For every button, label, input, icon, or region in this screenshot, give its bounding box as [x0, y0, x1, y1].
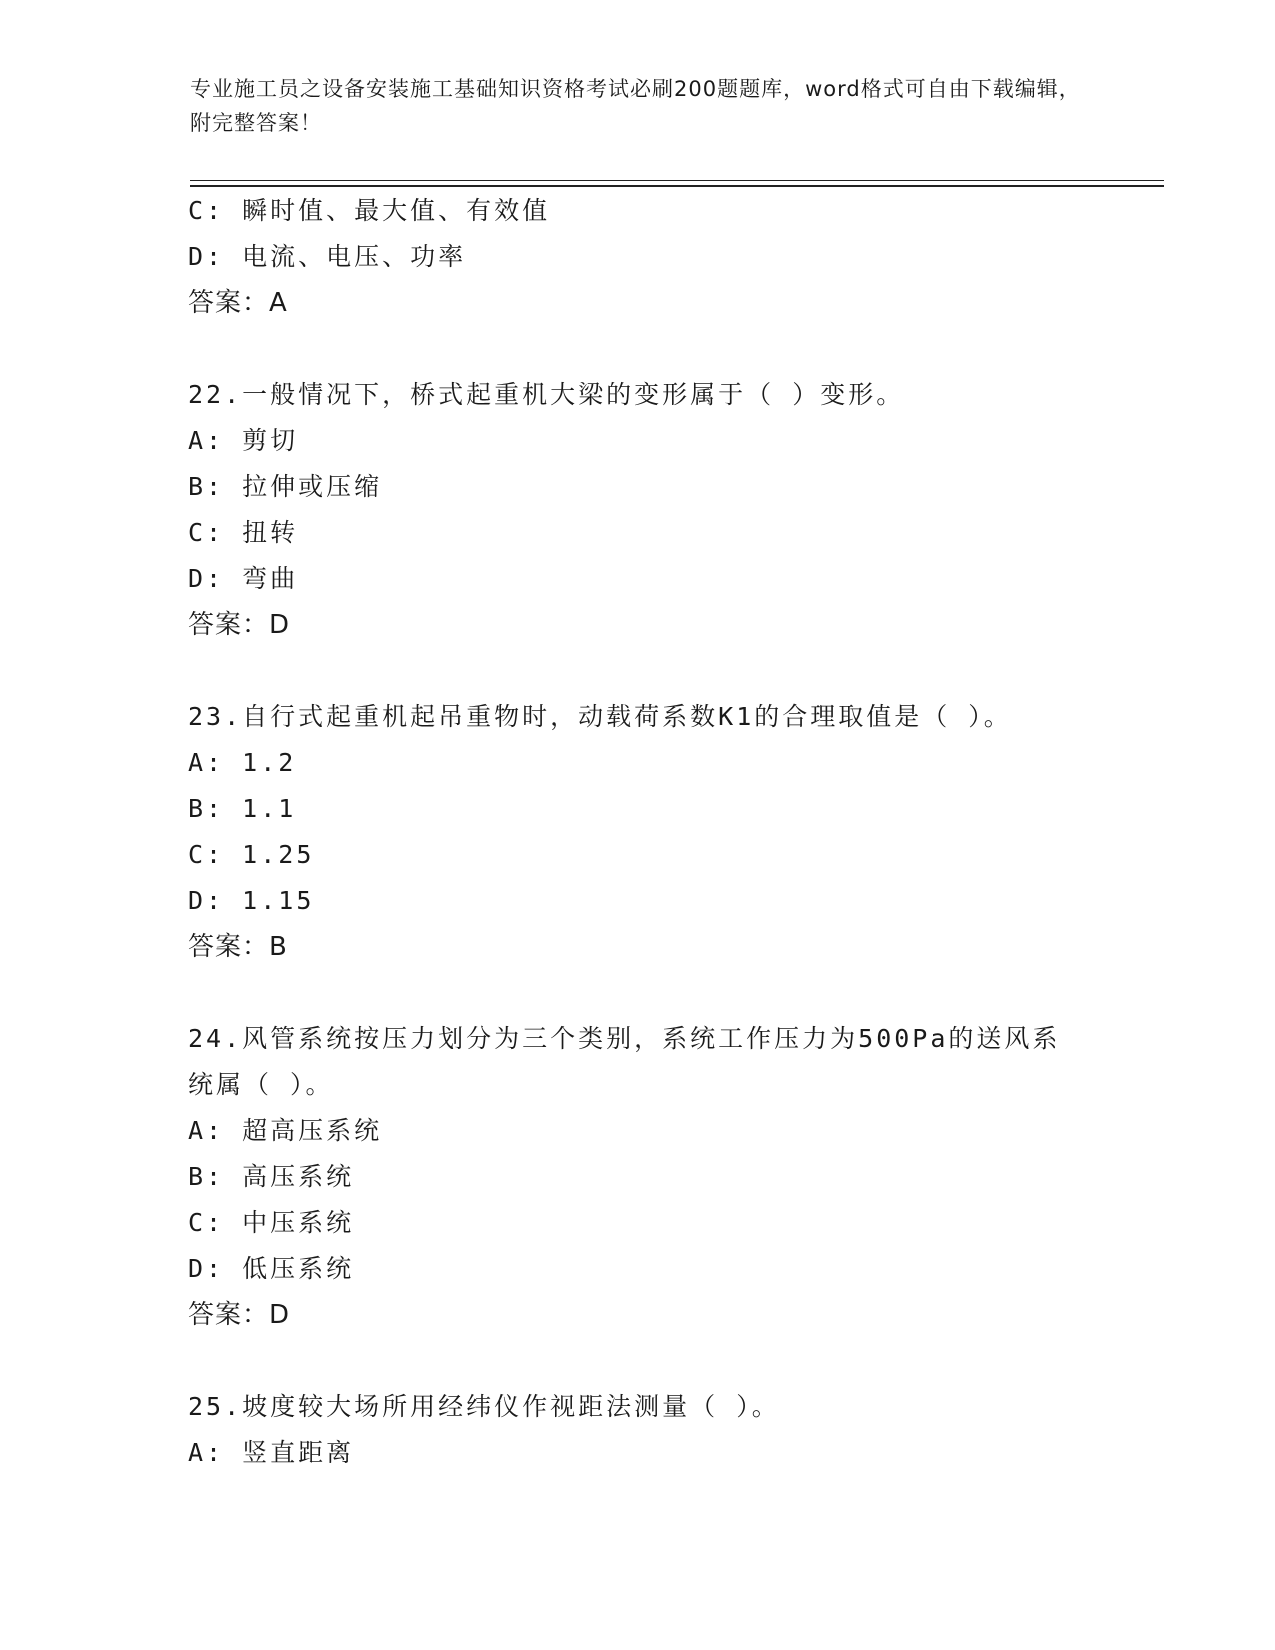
option-line — [188, 188, 1118, 234]
option-text: 中压系统 — [242, 1208, 355, 1237]
option-line — [188, 464, 1118, 510]
option-text: 1.15 — [242, 886, 315, 915]
option-line — [188, 234, 1118, 280]
option-line — [188, 556, 1118, 602]
question-block — [188, 372, 1118, 648]
option-text: 高压系统 — [242, 1162, 355, 1191]
option-text: 1.1 — [242, 794, 297, 823]
option-line — [188, 1200, 1118, 1246]
option-label: B: — [188, 794, 225, 823]
option-line — [188, 878, 1118, 924]
document-body — [188, 188, 1118, 1476]
spacer — [188, 1338, 1118, 1384]
option-text: 竖直距离 — [242, 1438, 355, 1467]
answer-line: 答案：D — [188, 610, 291, 640]
option-label: C: — [188, 196, 225, 225]
option-line — [188, 1430, 1118, 1476]
option-text: 电流、电压、功率 — [242, 242, 467, 271]
option-label: B: — [188, 1162, 225, 1191]
option-label: A: — [188, 1438, 225, 1467]
option-label: B: — [188, 472, 225, 501]
answer-line: 答案：D — [188, 1300, 291, 1330]
option-text: 拉伸或压缩 — [242, 472, 383, 501]
option-line — [188, 740, 1118, 786]
option-label: D: — [188, 886, 225, 915]
option-line — [188, 1154, 1118, 1200]
question-stem: 23.自行式起重机起吊重物时，动载荷系数K1的合理取值是（ ）。 — [188, 702, 1012, 731]
option-label: D: — [188, 564, 225, 593]
option-text: 剪切 — [242, 426, 299, 455]
option-label: D: — [188, 1254, 225, 1283]
option-text: 低压系统 — [242, 1254, 355, 1283]
spacer — [188, 326, 1118, 372]
spacer — [188, 648, 1118, 694]
option-text: 弯曲 — [242, 564, 299, 593]
question-block — [188, 1016, 1118, 1338]
option-text: 扭转 — [242, 518, 299, 547]
option-text: 1.2 — [242, 748, 297, 777]
option-line — [188, 1108, 1118, 1154]
spacer — [188, 970, 1118, 1016]
option-line — [188, 832, 1118, 878]
question-stem: 24.风管系统按压力划分为三个类别，系统工作压力为500Pa的送风系统属（ ）。 — [188, 1024, 1061, 1099]
option-line — [188, 786, 1118, 832]
question-block — [188, 1384, 1118, 1476]
header-rule-thick — [190, 185, 1164, 187]
question-block — [188, 694, 1118, 970]
question-stem: 25.坡度较大场所用经纬仪作视距法测量（ ）。 — [188, 1392, 780, 1421]
option-label: D: — [188, 242, 225, 271]
option-label: A: — [188, 426, 225, 455]
option-label: C: — [188, 518, 225, 547]
question-stem: 22.一般情况下，桥式起重机大梁的变形属于（ ）变形。 — [188, 380, 905, 409]
option-text: 瞬时值、最大值、有效值 — [242, 196, 551, 225]
option-text: 1.25 — [242, 840, 315, 869]
header-rule-thin — [190, 180, 1164, 181]
option-line — [188, 418, 1118, 464]
option-label: C: — [188, 1208, 225, 1237]
option-text: 超高压系统 — [242, 1116, 383, 1145]
answer-line: 答案：A — [188, 288, 288, 318]
option-label: A: — [188, 748, 225, 777]
option-line — [188, 510, 1118, 556]
document-header: 专业施工员之设备安装施工基础知识资格考试必刷200题题库，word格式可自由下载编辑，附完整答案！ — [190, 77, 1081, 135]
option-label: A: — [188, 1116, 225, 1145]
option-label: C: — [188, 840, 225, 869]
answer-line: 答案：B — [188, 932, 288, 962]
option-line — [188, 1246, 1118, 1292]
